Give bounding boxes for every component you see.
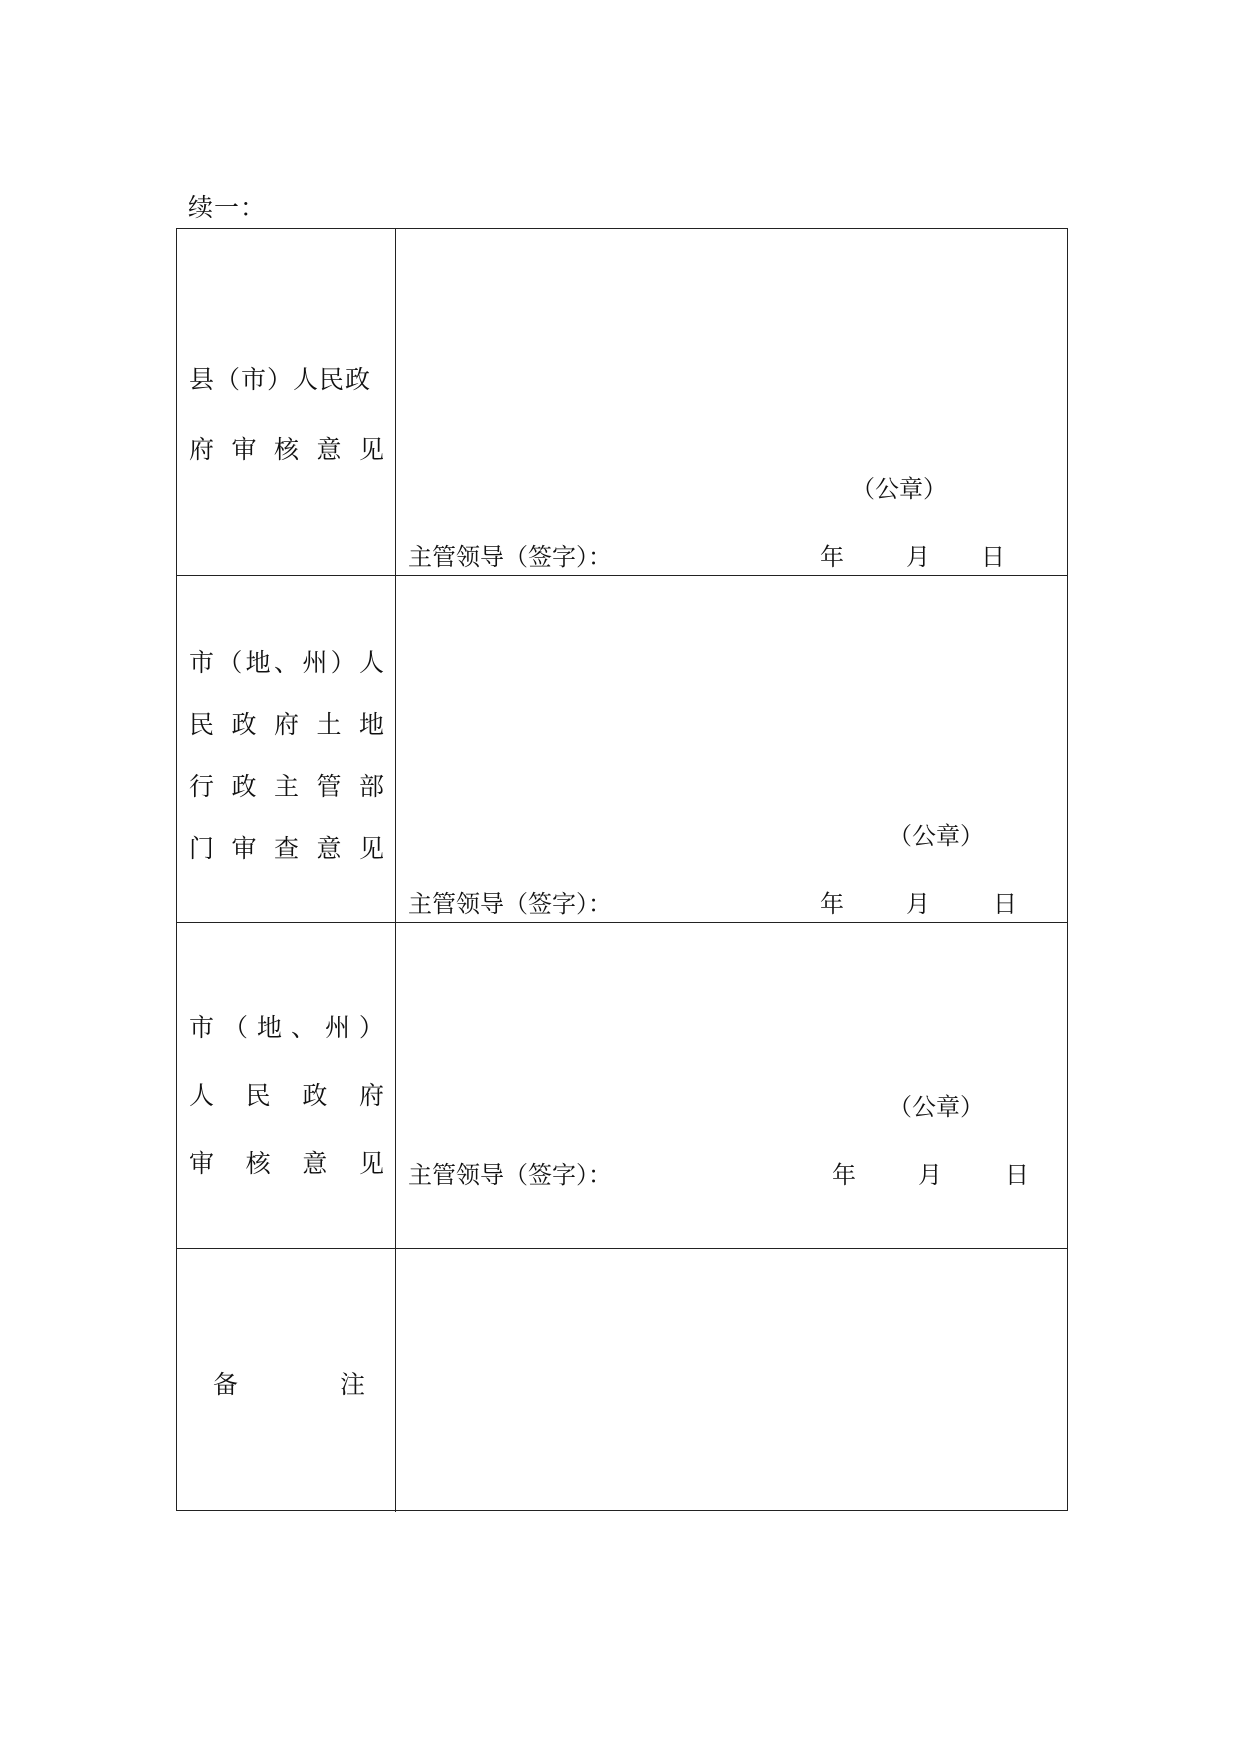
label-char: 门 bbox=[189, 834, 215, 863]
date-day: 日 bbox=[981, 543, 1005, 571]
label-char: 政 bbox=[302, 1081, 328, 1110]
label-char: 行 bbox=[189, 772, 215, 801]
date-day: 日 bbox=[1005, 1161, 1029, 1189]
label-char: 意 bbox=[316, 834, 342, 863]
prefecture-land-dept-review-content bbox=[396, 576, 1067, 922]
prefecture-government-review-row bbox=[177, 922, 1067, 1248]
label-char: 政 bbox=[231, 772, 257, 801]
label-char: 主 bbox=[273, 772, 299, 801]
date-month: 月 bbox=[906, 543, 930, 571]
remarks-char: 备 bbox=[213, 1370, 239, 1399]
label-char: 部 bbox=[358, 772, 384, 801]
label-char: 意 bbox=[302, 1149, 328, 1178]
label-line bbox=[189, 772, 384, 802]
approval-form-table bbox=[176, 228, 1068, 1511]
label-char: 审 bbox=[189, 1149, 215, 1178]
label-char: 府 bbox=[358, 1081, 384, 1110]
label-line bbox=[189, 710, 384, 740]
label-char: ） bbox=[330, 648, 356, 677]
label-char: 人 bbox=[358, 648, 384, 677]
label-char: 管 bbox=[316, 772, 342, 801]
label-line bbox=[189, 834, 384, 864]
official-seal-label: （公章） bbox=[851, 475, 947, 503]
label-char: 见 bbox=[358, 834, 384, 863]
date-day: 日 bbox=[993, 890, 1017, 918]
label-char: 核 bbox=[273, 435, 299, 464]
leader-signature-label: 主管领导（签字）： bbox=[408, 1161, 612, 1189]
label-char: 、 bbox=[290, 1013, 316, 1042]
label-char: 市 bbox=[189, 1013, 215, 1042]
date-year: 年 bbox=[820, 543, 844, 571]
official-seal-label: （公章） bbox=[888, 822, 984, 850]
label-char: 土 bbox=[316, 710, 342, 739]
label-char: 州 bbox=[324, 1013, 350, 1042]
leader-signature-label: 主管领导（签字）： bbox=[408, 543, 612, 571]
prefecture-land-dept-review-row bbox=[177, 575, 1067, 922]
label-char: 审 bbox=[231, 834, 257, 863]
official-seal-label: （公章） bbox=[888, 1093, 984, 1121]
county-government-review-row bbox=[177, 229, 1067, 575]
label-char: 、 bbox=[273, 648, 299, 677]
date-month: 月 bbox=[918, 1161, 942, 1189]
label-char: 意 bbox=[316, 435, 342, 464]
label-char: （ bbox=[222, 1013, 248, 1042]
label-char: 见 bbox=[358, 1149, 384, 1178]
label-line bbox=[189, 648, 384, 678]
label-char: 民 bbox=[245, 1081, 271, 1110]
label-char: 地 bbox=[358, 710, 384, 739]
label-char: 市 bbox=[189, 648, 215, 677]
date-year: 年 bbox=[820, 890, 844, 918]
date-year: 年 bbox=[832, 1161, 856, 1189]
label-char: 见 bbox=[358, 435, 384, 464]
label-char: 政 bbox=[231, 710, 257, 739]
label-line: 县（市）人民政 bbox=[189, 365, 372, 394]
remarks-label bbox=[177, 1249, 396, 1512]
label-char: 人 bbox=[189, 1081, 215, 1110]
label-char: （ bbox=[217, 648, 243, 677]
label-line bbox=[189, 1149, 384, 1179]
remarks-row bbox=[177, 1248, 1067, 1512]
leader-signature-label: 主管领导（签字）： bbox=[408, 890, 612, 918]
label-line bbox=[189, 435, 384, 465]
county-government-review-content bbox=[396, 229, 1067, 575]
label-char: 核 bbox=[245, 1149, 271, 1178]
prefecture-land-dept-review-label bbox=[177, 576, 396, 922]
date-month: 月 bbox=[906, 890, 930, 918]
label-char: 审 bbox=[231, 435, 257, 464]
prefecture-government-review-label bbox=[177, 923, 396, 1248]
label-char: 查 bbox=[273, 834, 299, 863]
remarks-char: 注 bbox=[339, 1370, 365, 1399]
label-char: 地 bbox=[245, 648, 271, 677]
label-char: 府 bbox=[273, 710, 299, 739]
label-line bbox=[189, 1081, 384, 1111]
label-char: 民 bbox=[189, 710, 215, 739]
continued-label: 续一： bbox=[188, 193, 267, 222]
prefecture-government-review-content bbox=[396, 923, 1067, 1248]
label-char: 地 bbox=[256, 1013, 282, 1042]
remarks-title bbox=[213, 1365, 365, 1401]
remarks-content[interactable] bbox=[396, 1249, 1067, 1512]
label-char: 府 bbox=[189, 435, 215, 464]
label-char: 州 bbox=[302, 648, 328, 677]
county-government-review-label bbox=[177, 229, 396, 575]
label-line bbox=[189, 1013, 384, 1043]
label-char: ） bbox=[358, 1013, 384, 1042]
